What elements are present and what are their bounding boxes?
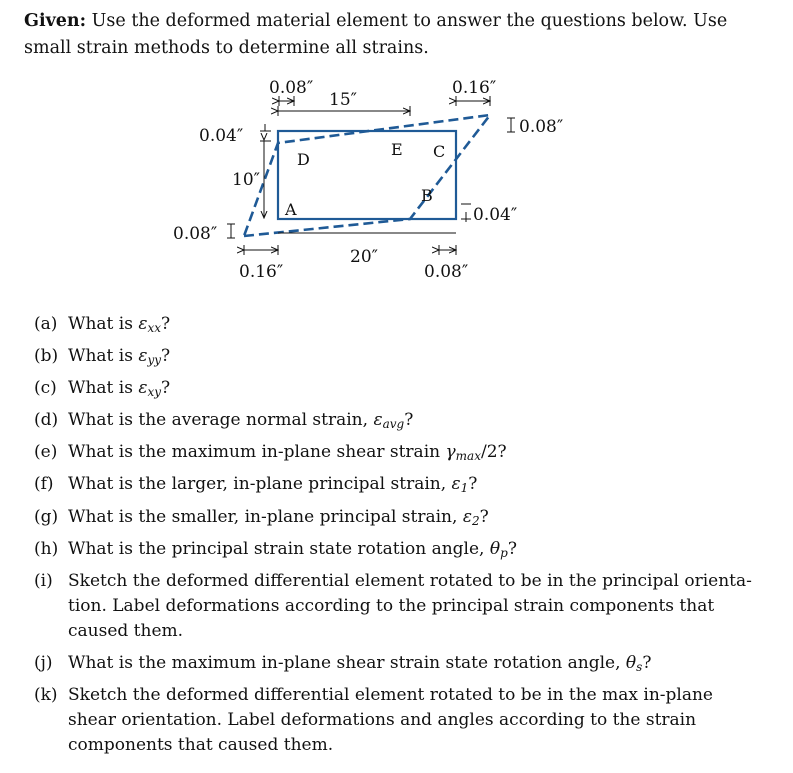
question-text-pre: What is the larger, in-plane principal strain, [68,474,452,494]
question-text-pre: What is the smaller, in-plane principal strain, [68,507,463,527]
dim-bottom-right-tick [439,245,456,255]
dim-label-top-right: 0.16″ [452,78,497,98]
math-subscript: xx [147,321,162,335]
question-text [68,376,764,405]
question-text [68,408,764,437]
dim-label-bottom-right: 0.08″ [424,262,469,282]
question-text-post: ? [479,507,489,527]
math-subscript: avg [382,417,405,431]
point-label-d: D [297,150,310,169]
question-label: (h) [34,539,59,559]
math-symbol: ε [373,410,383,430]
math-subscript: p [500,546,508,560]
question-label: (d) [34,410,59,430]
point-label-e: E [391,140,403,159]
question-text [68,440,764,469]
dim-right-bottom-tick [461,204,471,222]
question-label: (k) [34,685,58,705]
question-text-pre: What is the maximum in-plane shear strain state rotation angle, [68,653,626,673]
question-text [68,505,764,534]
original-element [278,131,456,219]
question-text-post: ? [161,314,171,334]
question-text: Sketch the deformed differential element rotated to be in the principal orienta-tion. Label deformations according to the principal strain components that caused them. [68,571,752,641]
intro-text: Use the deformed material element to answer the questions below. Use small strain methods to determine all strains. [24,11,728,58]
math-symbol: ε [138,378,148,398]
question-text-pre: What is the maximum in-plane shear strain [68,442,446,462]
point-label-c: C [433,142,446,161]
question-text [68,651,764,680]
math-subscript: yy [147,353,162,367]
question-label: (b) [34,346,59,366]
dim-label-right-top: 0.08″ [519,117,564,137]
dim-label-top-left: 0.08″ [269,78,314,98]
deformed-element [244,115,490,236]
intro-paragraph [24,8,769,62]
question-text-post: ? [404,410,414,430]
math-subscript: xy [147,385,162,399]
math-symbol: θ [489,539,501,559]
math-symbol: ε [462,507,472,527]
question-item [34,344,764,373]
math-subscript: 2 [471,514,480,528]
question-item [34,472,764,501]
question-label: (g) [34,507,59,527]
dim-left-bottom-tick [227,224,235,238]
question-text-pre: What is the average normal strain, [68,410,374,430]
math-symbol: γ [445,442,456,462]
question-item [34,376,764,405]
question-item [34,408,764,437]
question-label: (j) [34,653,53,673]
point-label-b: B [421,186,433,205]
question-text-pre: What is [68,378,139,398]
question-item [34,440,764,469]
math-subscript: s [636,660,643,674]
question-text [68,312,764,341]
question-text-post: ? [507,539,517,559]
dim-label-right-bottom: 0.04″ [473,205,518,225]
question-text-pre: What is the principal strain state rotation angle, [68,539,490,559]
question-item [34,569,764,644]
question-item [34,537,764,566]
question-label: (e) [34,442,58,462]
math-subscript: 1 [460,481,469,495]
question-text [68,344,764,373]
dim-bottom-left-tick [244,245,278,255]
question-item [34,505,764,534]
question-text: Sketch the deformed differential element rotated to be in the max in-plane shear orientation. Label deformations and angles according to the strain components that caused them. [68,685,713,755]
dim-left-top-tick [260,124,271,141]
dim-label-bottom-span: 20″ [350,247,378,267]
dim-label-bottom-left: 0.16″ [239,262,284,282]
math-subscript: max [455,449,481,463]
question-text-pre: What is [68,346,139,366]
dim-label-top-span: 15″ [329,90,357,110]
question-label: (f) [34,474,54,494]
math-symbol: ε [138,346,148,366]
question-item [34,651,764,680]
question-text-post: ? [161,346,171,366]
math-symbol: ε [451,474,461,494]
dim-label-left-height: 10″ [232,170,260,190]
math-symbol: ε [138,314,148,334]
question-text-post: ? [161,378,171,398]
question-text-pre: What is [68,314,139,334]
question-item [34,312,764,341]
question-text-post: ? [468,474,478,494]
question-label: (c) [34,378,57,398]
point-label-a: A [285,200,297,219]
question-text-post: /2? [480,442,507,462]
question-text-post: ? [642,653,652,673]
intro-label: Given: [24,11,87,31]
question-item [34,683,764,758]
dim-label-left-bottom: 0.08″ [173,224,218,244]
question-label: (a) [34,314,58,334]
question-text [68,472,764,501]
question-label: (i) [34,571,53,591]
question-text [68,537,764,566]
dim-label-left-top: 0.04″ [199,126,244,146]
dim-right-top-tick [507,118,515,132]
math-symbol: θ [625,653,637,673]
deformed-element-figure [0,60,793,290]
